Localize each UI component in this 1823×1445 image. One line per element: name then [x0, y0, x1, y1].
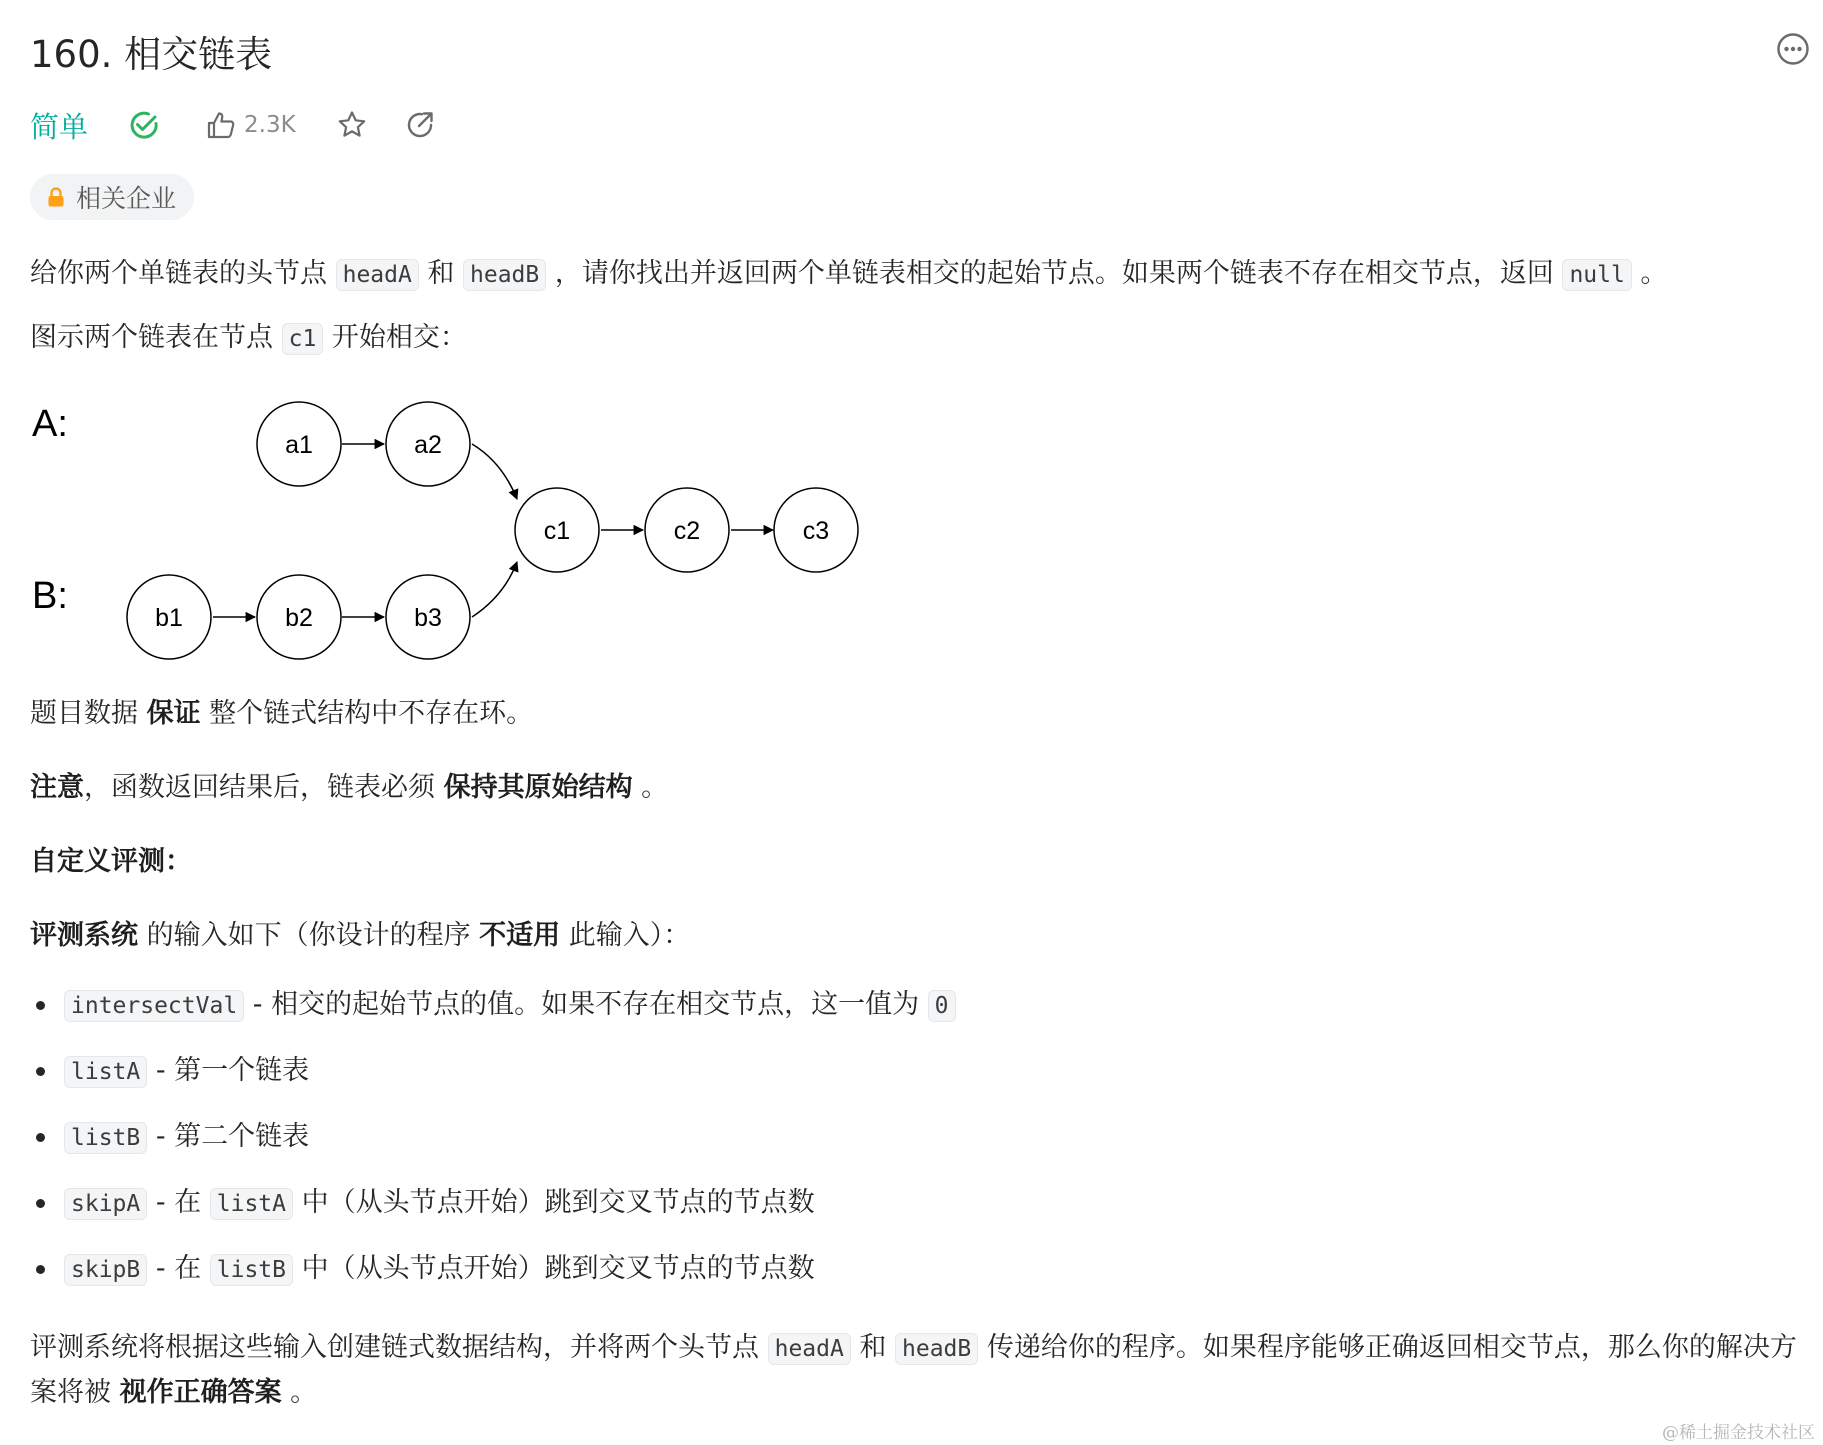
- node-c3: [774, 488, 858, 572]
- svg-text:b1: b1: [155, 604, 183, 632]
- guarantee-paragraph: 题目数据 保证 整个链式结构中不存在环。: [30, 698, 534, 729]
- svg-text:a1: a1: [285, 431, 313, 459]
- judge-parameter-list: [30, 983, 956, 1313]
- star-icon: [336, 109, 368, 141]
- watermark: @稀土掘金技术社区: [1662, 1423, 1815, 1443]
- node-c1: [515, 488, 599, 572]
- thumbs-up-icon: [206, 110, 236, 140]
- more-options-button[interactable]: [1776, 32, 1810, 66]
- list-item: listA - 第一个链表: [30, 1049, 956, 1115]
- code-headB: headB: [463, 259, 546, 291]
- code-headA: headA: [336, 259, 419, 291]
- svg-text:c1: c1: [543, 517, 571, 545]
- judge-input-paragraph: 评测系统 的输入如下（你设计的程序 不适用 此输入）：: [30, 920, 691, 951]
- list-item: intersectVal - 相交的起始节点的值。如果不存在相交节点，这一值为 0: [30, 983, 956, 1049]
- node-b1: [127, 575, 211, 659]
- list-item: skipB - 在 listB 中（从头节点开始）跳到交叉节点的节点数: [30, 1247, 956, 1313]
- favorite-button[interactable]: [336, 109, 368, 141]
- node-c2: [645, 488, 729, 572]
- svg-text:b2: b2: [285, 604, 313, 632]
- node-a2: [386, 402, 470, 486]
- related-companies-label: 相关企业: [76, 184, 177, 213]
- judge-explanation-paragraph: 评测系统将根据这些输入创建链式数据结构，并将两个头节点 headA 和 headB 传递给你的程序。如果程序能够正确返回相交节点，那么你的解决方案将被 视作正确答案 。: [30, 1332, 1797, 1408]
- node-b3: [386, 575, 470, 659]
- related-companies-chip[interactable]: [30, 174, 194, 220]
- code-headA: headA: [768, 1333, 851, 1365]
- diagram-caption: 图示两个链表在节点 c1 开始相交：: [30, 322, 467, 353]
- svg-text:b3: b3: [414, 604, 442, 632]
- like-button[interactable]: [206, 110, 296, 140]
- node-a1: [257, 402, 341, 486]
- difficulty-badge[interactable]: 简单: [30, 109, 89, 144]
- share-icon: [404, 109, 436, 141]
- list-b-label: B:: [32, 575, 68, 617]
- linked-list-diagram: [30, 380, 830, 634]
- code-headB: headB: [895, 1333, 978, 1365]
- problem-title: 160. 相交链表: [30, 33, 273, 76]
- problem-meta-bar: [30, 103, 436, 147]
- svg-text:a2: a2: [414, 431, 442, 459]
- node-b2: [257, 575, 341, 659]
- svg-text:c3: c3: [802, 517, 830, 545]
- custom-judge-heading: 自定义评测：: [30, 846, 192, 877]
- lock-icon: [46, 186, 66, 208]
- code-null: null: [1562, 259, 1631, 291]
- share-button[interactable]: [404, 109, 436, 141]
- code-c1: c1: [282, 323, 324, 355]
- svg-text:c2: c2: [673, 517, 701, 545]
- list-item: skipA - 在 listA 中（从头节点开始）跳到交叉节点的节点数: [30, 1181, 956, 1247]
- intro-paragraph: 给你两个单链表的头节点 headA 和 headB ，请你找出并返回两个单链表相交的起始节点。如果两个链表不存在相交节点，返回 null 。: [30, 258, 1668, 289]
- list-a-label: A:: [32, 403, 68, 445]
- note-paragraph: 注意，函数返回结果后，链表必须 保持其原始结构 。: [30, 772, 669, 803]
- like-count: 2.3K: [244, 112, 296, 138]
- list-item: listB - 第二个链表: [30, 1115, 956, 1181]
- solved-check-icon: [128, 109, 160, 141]
- more-options-icon: [1776, 32, 1810, 66]
